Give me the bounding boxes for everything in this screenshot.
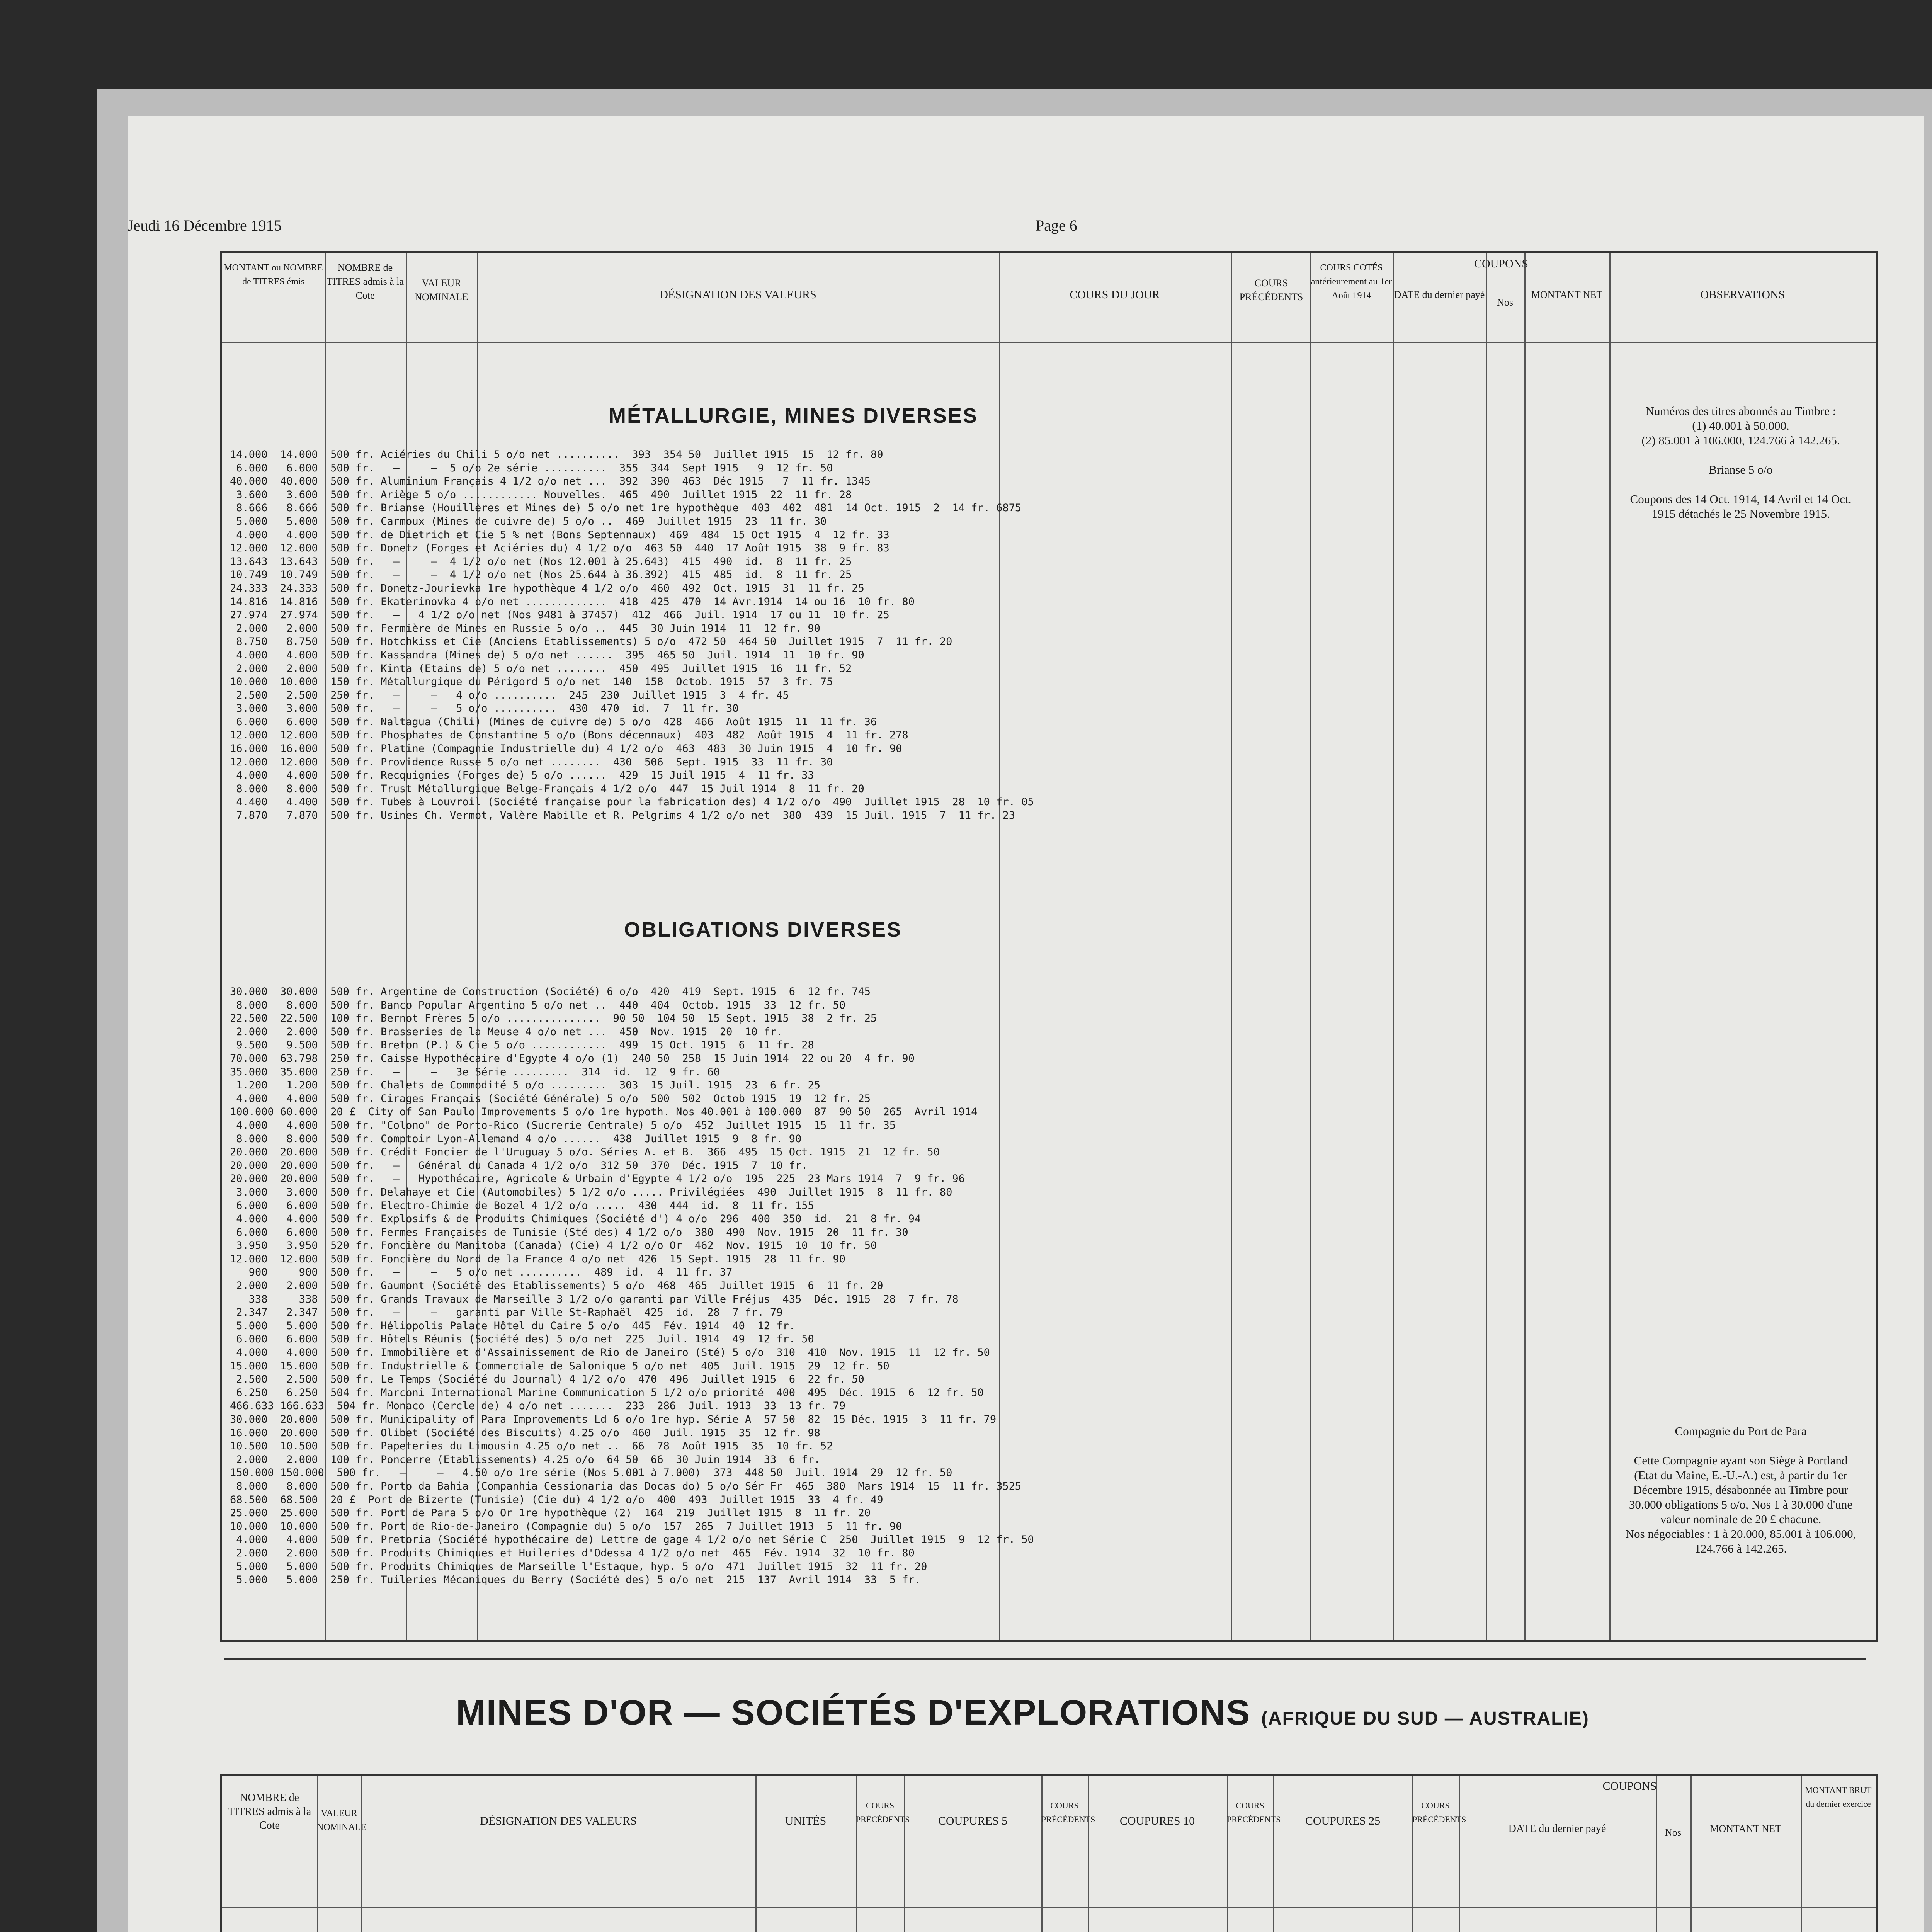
- bonds-table: [220, 251, 1878, 1642]
- obligation-row: 22.500 22.500 100 fr. Bernot Frères 5 o/o ............... 90 50 104 50 15 Sept. 1915 38 2 fr. 25: [230, 1012, 877, 1025]
- obligations-rows: [230, 985, 1605, 1587]
- obligation-row: 16.000 20.000 500 fr. Olibet (Société des Biscuits) 4.25 o/o 460 Juil. 1915 35 12 fr. 98: [230, 1427, 821, 1439]
- mines-col-unites: UNITÉS: [785, 1815, 827, 1827]
- col-designation: DÉSIGNATION DES VALEURS: [660, 288, 816, 301]
- metallurgie-row: 4.000 4.000 500 fr. de Dietrich et Cie 5 % net (Bons Septennaux) 469 484 15 Oct 1915 4 12 fr. 33: [230, 529, 889, 541]
- mines-col-cours-prec-2: COURS PRÉCÉDENTS: [1041, 1801, 1095, 1824]
- metallurgie-row: 12.000 12.000 500 fr. Phosphates de Constantine 5 o/o (Bons décennaux) 403 482 Août 1915 4 11 fr. 278: [230, 729, 908, 742]
- obligation-row: 70.000 63.798 250 fr. Caisse Hypothécaire d'Egypte 4 o/o (1) 240 50 258 15 Juin 1914 22 ou 20 4 fr. 90: [230, 1052, 915, 1065]
- obligation-row: 2.347 2.347 500 fr. — — garanti par Ville St-Raphaël 425 id. 28 7 fr. 79: [230, 1306, 783, 1319]
- mines-col-date: DATE du dernier payé: [1508, 1823, 1606, 1835]
- col-cours-du-jour: COURS DU JOUR: [1070, 288, 1160, 301]
- obligation-row: 6.000 6.000 500 fr. Fermes Françaises de Tunisie (Sté des) 4 1/2 o/o 380 490 Nov. 1915 20 11 fr. 30: [230, 1226, 908, 1238]
- obligation-row: 20.000 20.000 500 fr. Crédit Foncier de l'Uruguay 5 o/o. Séries A. et B. 366 495 15 Oct. 1915 21 12 fr. 50: [230, 1146, 940, 1158]
- obligation-row: 5.000 5.000 500 fr. Produits Chimiques de Marseille l'Estaque, hyp. 5 o/o 471 Juillet 1915 32 11 fr. 20: [230, 1560, 927, 1573]
- section-metallurgie: MÉTALLURGIE, MINES DIVERSES: [609, 404, 978, 427]
- metallurgie-row: 8.750 8.750 500 fr. Hotchkiss et Cie (Anciens Etablissements) 5 o/o 472 50 464 50 Juillet 1915 7 11 fr. 20: [230, 636, 952, 648]
- observations-note-1: Numéros des titres abonnés au Timbre : (1) 40.001 à 50.000. (2) 85.001 à 106.000, 124.766 à 142.265. Brianse 5 o/o Coupons des 14 Oct. 1914, 14 Avril et 14 Oct. 1915 détachés le 25 Novembre 1915.: [1630, 404, 1852, 520]
- obligation-row: 30.000 30.000 500 fr. Argentine de Construction (Société) 6 o/o 420 419 Sept. 1915 6 12 fr. 745: [230, 986, 871, 998]
- obligation-row: 6.000 6.000 500 fr. Electro-Chimie de Bozel 4 1/2 o/o ..... 430 444 id. 8 11 fr. 155: [230, 1199, 814, 1212]
- metallurgie-row: 8.000 8.000 500 fr. Trust Métallurgique Belge-Français 4 1/2 o/o 447 15 Juil 1914 8 11 fr. 20: [230, 782, 864, 795]
- metallurgie-row: 5.000 5.000 500 fr. Carmoux (Mines de cuivre de) 5 o/o .. 469 Juillet 1915 23 11 fr. 30: [230, 515, 827, 527]
- obligation-row: 150.000 150.000 500 fr. — — 4.50 o/o 1re série (Nos 5.001 à 7.000) 373 448 50 Juil. 1914 29 12 fr. 50: [230, 1467, 952, 1479]
- mines-title: [456, 1692, 1589, 1733]
- obligation-row: 2.500 2.500 500 fr. Le Temps (Société du Journal) 4 1/2 o/o 470 496 Juillet 1915 6 22 fr. 50: [230, 1373, 864, 1386]
- obligation-row: 35.000 35.000 250 fr. — — 3e Série ......... 314 id. 12 9 fr. 60: [230, 1066, 720, 1078]
- col-montant-emis: MONTANT ou NOMBRE de TITRES émis: [224, 263, 323, 287]
- col-cours-precedents: COURS PRÉCÉDENTS: [1239, 277, 1303, 303]
- obligation-row: 9.500 9.500 500 fr. Breton (P.) & Cie 5 o/o ............ 499 15 Oct. 1915 6 11 fr. 28: [230, 1039, 814, 1051]
- metallurgie-row: 14.000 14.000 500 fr. Aciéries du Chili 5 o/o net .......... 393 354 50 Juillet 1915 15 12 fr. 80: [230, 449, 883, 461]
- obligation-row: 15.000 15.000 500 fr. Industrielle & Commerciale de Salonique 5 o/o net 405 Juil. 1915 29 12 fr. 50: [230, 1360, 889, 1372]
- mines-col-coupons: COUPONS: [1602, 1780, 1657, 1793]
- metallurgie-row: 12.000 12.000 500 fr. Providence Russe 5 o/o net ........ 430 506 Sept. 1915 33 11 fr. 30: [230, 756, 833, 768]
- obligation-row: 3.950 3.950 520 fr. Foncière du Manitoba (Canada) (Cie) 4 1/2 o/o Or 462 Nov. 1915 10 10 fr. 50: [230, 1240, 877, 1252]
- metallurgie-row: 4.000 4.000 500 fr. Recquignies (Forges de) 5 o/o ...... 429 15 Juil 1915 4 11 fr. 33: [230, 769, 814, 782]
- metallurgie-row: 4.400 4.400 500 fr. Tubes à Louvroil (Société française pour la fabrication des) 4 1/2 o/o 490 Juillet 1915 28 10 fr. 05: [230, 796, 1034, 808]
- mines-col-montant-net: MONTANT NET: [1710, 1823, 1781, 1834]
- obligation-row: 6.000 6.000 500 fr. Hôtels Réunis (Société des) 5 o/o net 225 Juil. 1914 49 12 fr. 50: [230, 1333, 814, 1345]
- metallurgie-rows: [230, 448, 1605, 823]
- obligation-row: 4.000 4.000 500 fr. "Colono" de Porto-Rico (Sucrerie Centrale) 5 o/o 452 Juillet 1915 15 11 fr. 35: [230, 1119, 896, 1131]
- metallurgie-row: 40.000 40.000 500 fr. Aluminium Français 4 1/2 o/o net ... 392 390 463 Déc 1915 7 11 fr. 1345: [230, 475, 871, 488]
- obligation-row: 8.000 8.000 500 fr. Banco Popular Argentino 5 o/o net .. 440 404 Octob. 1915 33 12 fr. 50: [230, 999, 846, 1011]
- col-titres-admis: NOMBRE de TITRES admis à la Cote: [326, 262, 404, 301]
- metallurgie-row: 14.816 14.816 500 fr. Ekaterinovka 4 o/o net ............. 418 425 470 14 Avr.1914 14 ou 16 10 fr. 80: [230, 595, 915, 608]
- col-montant-net: MONTANT NET: [1531, 289, 1603, 300]
- metallurgie-row: 6.000 6.000 500 fr. Naltagua (Chili) (Mines de cuivre de) 5 o/o 428 466 Août 1915 11 11 fr. 36: [230, 716, 877, 728]
- obligation-row: 2.000 2.000 100 fr. Poncerre (Etablissements) 4.25 o/o 64 50 66 30 Juin 1914 33 6 fr.: [230, 1453, 821, 1466]
- obligation-row: 30.000 20.000 500 fr. Municipality of Para Improvements Ld 6 o/o 1re hyp. Série A 57 50 82 15 Déc. 1915 3 11 fr. 79: [230, 1413, 997, 1425]
- obligation-row: 8.000 8.000 500 fr. Comptoir Lyon-Allemand 4 o/o ...... 438 Juillet 1915 9 8 fr. 90: [230, 1133, 802, 1145]
- obligation-row: 68.500 68.500 20 £ Port de Bizerte (Tunisie) (Cie du) 4 1/2 o/o 400 493 Juillet 1915 33 4 fr. 49: [230, 1493, 883, 1506]
- mines-col-cours-prec-1: COURS PRÉCÉDENTS: [856, 1801, 910, 1824]
- obligation-row: 20.000 20.000 500 fr. — Hypothécaire, Agricole & Urbain d'Egypte 4 1/2 o/o 195 225 23 Mars 1914 7 9 fr. 96: [230, 1173, 965, 1185]
- mines-col-coupures-10: COUPURES 10: [1119, 1815, 1195, 1827]
- metallurgie-row: 4.000 4.000 500 fr. Kassandra (Mines de) 5 o/o net ...... 395 465 50 Juil. 1914 11 10 fr. 90: [230, 649, 864, 661]
- obligation-row: 4.000 4.000 500 fr. Explosifs & de Produits Chimiques (Société d') 4 o/o 296 400 350 id. 21 8 fr. 94: [230, 1213, 921, 1225]
- metallurgie-row: 2.000 2.000 500 fr. Kinta (Etains de) 5 o/o net ........ 450 495 Juillet 1915 16 11 fr. 52: [230, 662, 852, 675]
- header-page-number: Page 6: [1036, 217, 1077, 234]
- metallurgie-row: 7.870 7.870 500 fr. Usines Ch. Vermot, Valère Mabille et R. Pelgrims 4 1/2 o/o net 380 439 15 Juil. 1915 7 11 fr. 23: [230, 810, 1015, 822]
- mines-col-numeros: Nos: [1665, 1827, 1681, 1838]
- col-valeur-nominale: VALEUR NOMINALE: [415, 277, 468, 303]
- mines-col-coupures-5: COUPURES 5: [938, 1815, 1008, 1827]
- header-date: Jeudi 16 Décembre 1915: [128, 217, 282, 234]
- mines-col-montant-brut: MONTANT BRUT du dernier exercice: [1805, 1785, 1872, 1809]
- col-numeros: Nos: [1497, 297, 1513, 308]
- metallurgie-row: 2.000 2.000 500 fr. Fermière de Mines en Russie 5 o/o .. 445 30 Juin 1914 11 12 fr. 90: [230, 622, 821, 634]
- section-obligations: OBLIGATIONS DIVERSES: [624, 918, 902, 941]
- metallurgie-row: 12.000 12.000 500 fr. Donetz (Forges et Aciéries du) 4 1/2 o/o 463 50 440 17 Août 1915 38 9 fr. 83: [230, 542, 889, 554]
- metallurgie-row: 2.500 2.500 250 fr. — — 4 o/o .......... 245 230 Juillet 1915 3 4 fr. 45: [230, 689, 789, 701]
- metallurgie-row: 24.333 24.333 500 fr. Donetz-Jourievka 1re hypothèque 4 1/2 o/o 460 492 Oct. 1915 31 11 fr. 25: [230, 582, 864, 594]
- gold-mines-table: [220, 1774, 1878, 1932]
- obligation-row: 4.000 4.000 500 fr. Immobilière et d'Assainissement de Rio de Janeiro (Sté) 5 o/o 310 410 Nov. 1915 11 12 fr. 50: [230, 1347, 990, 1359]
- obligation-row: 900 900 500 fr. — — 5 o/o net .......... 489 id. 4 11 fr. 37: [230, 1266, 733, 1279]
- mines-col-designation: DÉSIGNATION DES VALEURS: [480, 1815, 637, 1827]
- obligation-row: 6.250 6.250 504 fr. Marconi International Marine Communication 5 1/2 o/o priorité 400 495 Déc. 1915 6 12 fr. 50: [230, 1386, 984, 1399]
- obligation-row: 10.000 10.000 500 fr. Port de Rio-de-Janeiro (Compagnie du) 5 o/o 157 265 7 Juillet 1913 5 11 fr. 90: [230, 1520, 902, 1532]
- obligation-row: 5.000 5.000 500 fr. Héliopolis Palace Hôtel du Caire 5 o/o 445 Fév. 1914 40 12 fr.: [230, 1320, 795, 1332]
- obligation-row: 20.000 20.000 500 fr. — Général du Canada 4 1/2 o/o 312 50 370 Déc. 1915 7 10 fr.: [230, 1159, 808, 1172]
- col-coupons: COUPONS: [1474, 257, 1529, 270]
- obligation-row: 10.500 10.500 500 fr. Papeteries du Limousin 4.25 o/o net .. 66 78 Août 1915 35 10 fr. 52: [230, 1440, 833, 1452]
- mines-col-cours-prec-3: COURS PRÉCÉDENTS: [1227, 1801, 1281, 1824]
- col-cours-anterieurs: COURS COTÉS antérieurement au 1er Août 1914: [1311, 263, 1392, 301]
- obligation-row: 5.000 5.000 250 fr. Tuileries Mécaniques du Berry (Société des) 5 o/o net 215 137 Avril 1914 33 5 fr.: [230, 1574, 921, 1586]
- mines-col-titres: NOMBRE de TITRES admis à la Cote: [228, 1792, 311, 1832]
- obligation-row: 338 338 500 fr. Grands Travaux de Marseille 3 1/2 o/o garanti par Ville Fréjus 435 Déc. 1915 28 7 fr. 78: [230, 1293, 959, 1305]
- obligation-row: 100.000 60.000 20 £ City of San Paulo Improvements 5 o/o 1re hypoth. Nos 40.001 à 100.000 87 90 50 265 Avril 1914: [230, 1106, 978, 1118]
- obligation-row: 466.633 166.633 504 fr. Monaco (Cercle de) 4 o/o net ....... 233 286 Juil. 1913 33 13 fr. 79: [230, 1400, 846, 1412]
- obligation-row: 2.000 2.000 500 fr. Produits Chimiques et Huileries d'Odessa 4 1/2 o/o net 465 Fév. 1914 32 10 fr. 80: [230, 1547, 915, 1559]
- mines-title-text: MINES D'OR — SOCIÉTÉS D'EXPLORATIONS: [456, 1693, 1251, 1732]
- metallurgie-row: 10.000 10.000 150 fr. Métallurgique du Périgord 5 o/o net 140 158 Octob. 1915 57 3 fr. 75: [230, 676, 833, 688]
- page-header: [128, 216, 1878, 240]
- mines-col-coupures-25: COUPURES 25: [1305, 1815, 1381, 1827]
- section-separator: [224, 1658, 1866, 1660]
- obligation-row: 12.000 12.000 500 fr. Foncière du Nord de la France 4 o/o net 426 15 Sept. 1915 28 11 fr. 90: [230, 1253, 846, 1265]
- obligation-row: 2.000 2.000 500 fr. Brasseries de la Meuse 4 o/o net ... 450 Nov. 1915 20 10 fr.: [230, 1026, 783, 1038]
- observations-note-2: Compagnie du Port de Para Cette Compagnie ayant son Siège à Portland (Etat du Maine, E.-U.-A.) est, à partir du 1er Décembre 1915, désabonnée au Timbre pour 30.000 obligations 5 o/o, Nos 1 à 30.000 d'une valeur nominale de 20 £ chacune. Nos négociables : 1 à 20.000, 85.001 à 106.000, 124.766 à 142.265.: [1625, 1424, 1856, 1555]
- metallurgie-row: 13.643 13.643 500 fr. — — 4 1/2 o/o net (Nos 12.001 à 25.643) 415 490 id. 8 11 fr. 25: [230, 555, 852, 568]
- metallurgie-row: 27.974 27.974 500 fr. — 4 1/2 o/o net (Nos 9481 à 37457) 412 466 Juil. 1914 17 ou 11 10 fr. 25: [230, 609, 889, 621]
- metallurgie-row: 3.600 3.600 500 fr. Ariège 5 o/o ............ Nouvelles. 465 490 Juillet 1915 22 11 fr. 28: [230, 488, 852, 501]
- obligation-row: 1.200 1.200 500 fr. Chalets de Commodité 5 o/o ......... 303 15 Juil. 1915 23 6 fr. 25: [230, 1079, 821, 1092]
- mines-col-cours-prec-4: COURS PRÉCÉDENTS: [1412, 1801, 1466, 1824]
- metallurgie-row: 6.000 6.000 500 fr. — — 5 o/o 2e série .......... 355 344 Sept 1915 9 12 fr. 50: [230, 462, 833, 474]
- obligation-row: 2.000 2.000 500 fr. Gaumont (Société des Etablissements) 5 o/o 468 465 Juillet 1915 6 11 fr. 20: [230, 1280, 883, 1292]
- metallurgie-row: 10.749 10.749 500 fr. — — 4 1/2 o/o net (Nos 25.644 à 36.392) 415 485 id. 8 11 fr. 25: [230, 569, 852, 581]
- mines-col-valeur: VALEUR NOMINALE: [317, 1808, 366, 1832]
- obligation-row: 4.000 4.000 500 fr. Cirages Français (Société Générale) 5 o/o 500 502 Octob 1915 19 12 fr. 25: [230, 1092, 871, 1105]
- metallurgie-row: 8.666 8.666 500 fr. Brianse (Houillères et Mines de) 5 o/o net 1re hypothèque 403 402 481 14 Oct. 1915 2 14 fr. 6875: [230, 502, 1022, 514]
- mines-subtitle: (AFRIQUE DU SUD — AUSTRALIE): [1261, 1708, 1589, 1729]
- obligation-row: 25.000 25.000 500 fr. Port de Para 5 o/o Or 1re hypothèque (2) 164 219 Juillet 1915 8 11 fr. 20: [230, 1507, 871, 1519]
- metallurgie-row: 16.000 16.000 500 fr. Platine (Compagnie Industrielle du) 4 1/2 o/o 463 483 30 Juin 1915 4 10 fr. 90: [230, 743, 902, 755]
- metallurgie-row: 3.000 3.000 500 fr. — — 5 o/o .......... 430 470 id. 7 11 fr. 30: [230, 702, 739, 715]
- obligation-row: 3.000 3.000 500 fr. Delahaye et Cie (Automobiles) 5 1/2 o/o ..... Privilégiées 490 Juillet 1915 8 11 fr. 80: [230, 1186, 952, 1198]
- col-observations: OBSERVATIONS: [1700, 288, 1785, 301]
- col-date-dernier-paye: DATE du dernier payé: [1394, 289, 1485, 300]
- obligation-row: 8.000 8.000 500 fr. Porto da Bahia (Companhia Cessionaria das Docas do) 5 o/o Sér Fr 465 380 Mars 1914 15 11 fr. 3525: [230, 1480, 1022, 1492]
- obligation-row: 4.000 4.000 500 fr. Pretoria (Société hypothécaire de) Lettre de gage 4 1/2 o/o net Série C 250 Juillet 1915 9 12 fr. 50: [230, 1534, 1034, 1546]
